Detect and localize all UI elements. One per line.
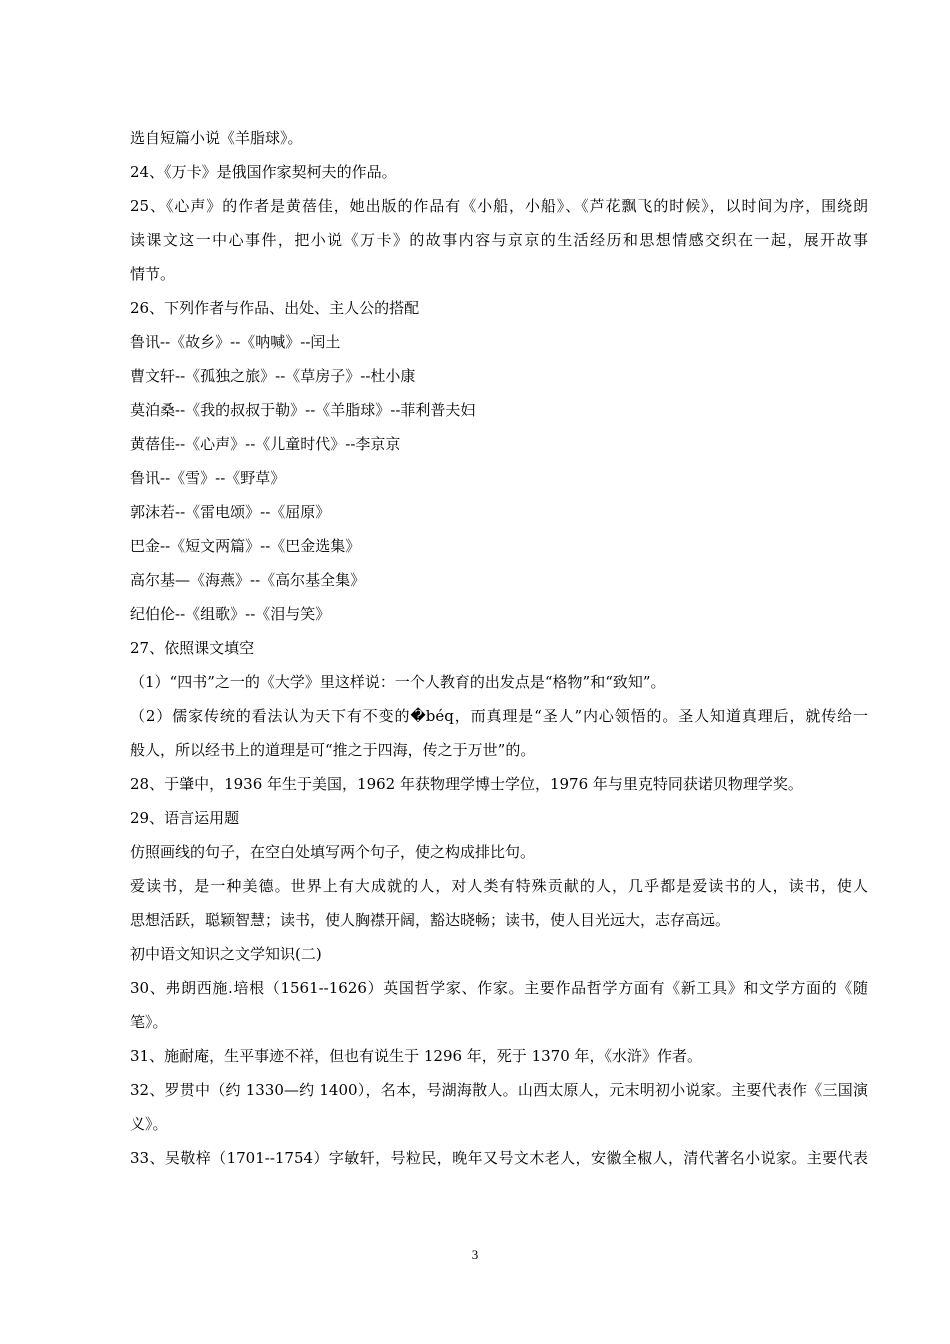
text-line: 32、罗贯中（约 1330—约 1400），名本，号湖海散人。山西太原人，元末明初小说家。主要代表作《三国演 bbox=[130, 1081, 868, 1099]
text-line: （2）儒家传统的看法认为天下有不变的�béq，而真理是“圣人”内心领悟的。圣人知道真理后，就传给一 bbox=[130, 707, 868, 725]
document-body bbox=[130, 121, 868, 1175]
text-line: 28、于肇中，1936 年生于美国，1962 年获物理学博士学位，1976 年与里克特同获诺贝物理学奖。 bbox=[130, 775, 803, 793]
text-line: 思想活跃，聪颖智慧；读书，使人胸襟开阔，豁达晓畅；读书，使人目光远大，志存高远。 bbox=[130, 911, 731, 929]
text-line: 笔》。 bbox=[130, 1013, 168, 1031]
text-line: 初中语文知识之文学知识(二) bbox=[130, 945, 322, 963]
text-line: 郭沫若--《雷电颂》--《屈原》 bbox=[130, 503, 331, 521]
text-line: 爱读书，是一种美德。世界上有大成就的人，对人类有特殊贡献的人，几乎都是爱读书的人，读书，使人 bbox=[130, 877, 868, 895]
text-line: 33、吴敬梓（1701--1754）字敏轩，号粒民，晚年又号文木老人，安徽全椒人，清代著名小说家。主要代表 bbox=[130, 1149, 868, 1167]
text-line: 般人，所以经书上的道理是可“推之于四海，传之于万世”的。 bbox=[130, 741, 536, 759]
text-line: 31、施耐庵，生平事迹不祥，但也有说生于 1296 年，死于 1370 年，《水浒》作者。 bbox=[130, 1047, 703, 1065]
text-line: 27、依照课文填空 bbox=[130, 639, 255, 657]
text-line: 纪伯伦--《组歌》--《泪与笑》 bbox=[130, 605, 331, 623]
text-line: 25、《心声》的作者是黄蓓佳，她出版的作品有《小船，小船》、《芦花飘飞的时候》，以时间为序，围绕朗 bbox=[130, 197, 868, 215]
text-line: 高尔基—《海燕》--《高尔基全集》 bbox=[130, 571, 366, 589]
text-line: 30、弗朗西施.培根（1561--1626）英国哲学家、作家。主要作品哲学方面有《新工具》和文学方面的《随 bbox=[130, 979, 868, 997]
text-line: 鲁讯--《故乡》--《呐喊》--闰土 bbox=[130, 333, 341, 351]
text-line: 情节。 bbox=[130, 265, 176, 283]
text-line: 29、语言运用题 bbox=[130, 809, 240, 827]
text-line: 曹文轩--《孤独之旅》--《草房子》--杜小康 bbox=[130, 367, 416, 385]
text-line: 读课文这一中心事件，把小说《万卡》的故事内容与京京的生活经历和思想情感交织在一起，展开故事 bbox=[130, 231, 868, 249]
text-line: 莫泊桑--《我的叔叔于勒》--《羊脂球》--菲利普夫妇 bbox=[130, 401, 476, 419]
text-line: 黄蓓佳--《心声》--《儿童时代》--李京京 bbox=[130, 435, 401, 453]
text-line: 仿照画线的句子，在空白处填写两个句子，使之构成排比句。 bbox=[130, 843, 536, 861]
page-number: 3 bbox=[471, 1247, 479, 1262]
text-line: 26、下列作者与作品、出处、主人公的搭配 bbox=[130, 299, 420, 317]
text-line: 义》。 bbox=[130, 1115, 168, 1133]
text-line: 鲁讯--《雪》--《野草》 bbox=[130, 469, 286, 487]
text-line: 选自短篇小说《羊脂球》。 bbox=[130, 129, 303, 147]
text-line: （1）“四书”之一的《大学》里这样说：一个人教育的出发点是“格物”和“致知”。 bbox=[130, 673, 666, 691]
text-line: 巴金--《短文两篇》--《巴金选集》 bbox=[130, 537, 361, 555]
text-line: 24、《万卡》是俄国作家契柯夫的作品。 bbox=[130, 163, 397, 181]
